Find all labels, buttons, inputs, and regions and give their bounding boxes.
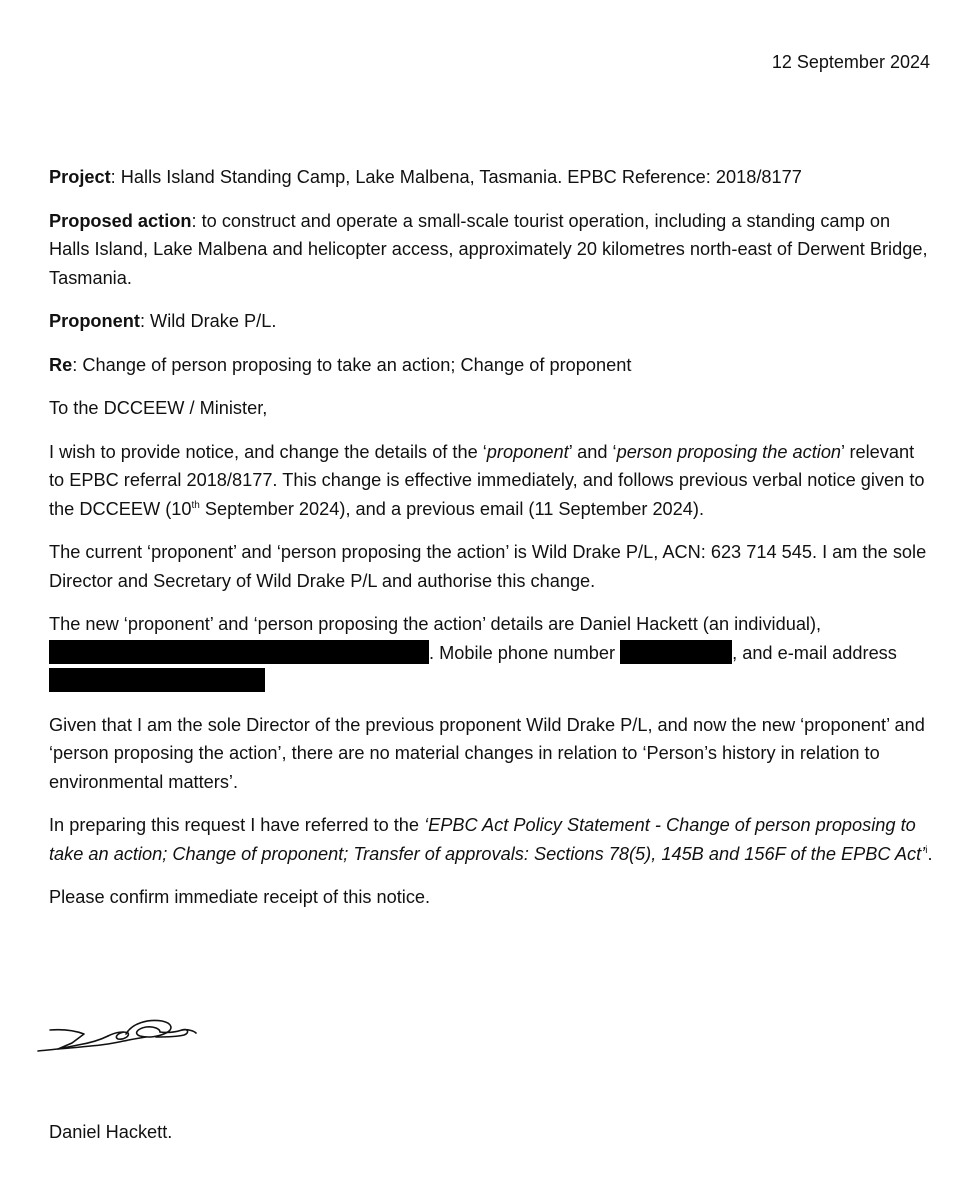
project-label: Project: [49, 167, 111, 187]
notice-superscript: th: [191, 499, 200, 511]
notice-italic-person: person proposing the action: [616, 441, 842, 462]
signer-name: Daniel Hackett.: [49, 1122, 173, 1142]
proponent-text: : Wild Drake P/L.: [139, 311, 277, 331]
policy-footnote-mark: i: [925, 844, 928, 856]
handwritten-signature: [36, 1012, 200, 1062]
project-line: [49, 163, 934, 192]
paragraph-history: Given that I am the sole Director of the previous proponent Wild Drake P/L, and now the new ‘proponent’ and ‘person proposing the action’, there are no material changes in relation to ‘Person’s history in relation to environmental matters’.: [49, 714, 925, 792]
new-proponent-text-2: . Mobile phone number: [429, 642, 621, 663]
proposed-action-text: : to construct and operate a small-scale tourist operation, including a standing camp on Halls Island, Lake Malbena and helicopter access, approximately 20 kilometres north-east of Derwent Bridge, Tasmania.: [49, 210, 928, 288]
redacted-address: [49, 640, 429, 664]
re-line: [49, 351, 934, 380]
paragraph-current-proponent: The current ‘proponent’ and ‘person proposing the action’ is Wild Drake P/L, ACN: 623 714 545. I am the sole Director and Secretary of Wild Drake P/L and authorise this change.: [49, 542, 927, 591]
new-proponent-text-3: , and e-mail address: [732, 642, 897, 663]
proponent-label: Proponent: [49, 311, 140, 331]
salutation: To the DCCEEW / Minister,: [49, 398, 268, 418]
paragraph-confirm: Please confirm immediate receipt of this notice.: [49, 887, 431, 907]
notice-italic-proponent: proponent: [486, 441, 569, 462]
paragraph-notice: [49, 438, 934, 524]
policy-text-2: .: [927, 843, 933, 864]
letter-body: [49, 163, 934, 927]
paragraph-policy: [49, 811, 934, 868]
proponent-line: [49, 307, 934, 336]
notice-text-1: I wish to provide notice, and change the details of the ‘: [49, 441, 487, 462]
new-proponent-text-1: The new ‘proponent’ and ‘person proposing the action’ details are Daniel Hackett (an individual),: [49, 614, 822, 634]
notice-text-4: September 2024), and a previous email (11 September 2024).: [199, 498, 705, 519]
policy-italic-title: ‘EPBC Act Policy Statement - Change of person proposing to take an action; Change of proponent; Transfer of approvals: Sections 78(5), 145B and 156F of the EPBC Act’: [49, 815, 926, 864]
paragraph-new-proponent: [49, 610, 934, 696]
proposed-action-line: [49, 207, 934, 293]
redacted-phone: [620, 640, 732, 664]
redacted-email: [49, 668, 265, 692]
notice-text-3: ’ relevant to EPBC referral 2018/8177. This change is effective immediately, and follows previous verbal notice given to the DCCEEW (10: [49, 441, 925, 519]
re-label: Re: [49, 354, 73, 375]
notice-text-2: ’ and ‘: [568, 441, 617, 462]
proposed-action-label: Proposed action: [49, 210, 192, 231]
re-text: : Change of person proposing to take an action; Change of proponent: [72, 354, 632, 375]
letter-date: 12 September 2024: [771, 52, 930, 72]
policy-text-1: In preparing this request I have referred to the: [49, 815, 425, 835]
project-text: : Halls Island Standing Camp, Lake Malbena, Tasmania. EPBC Reference: 2018/8177: [110, 167, 802, 187]
